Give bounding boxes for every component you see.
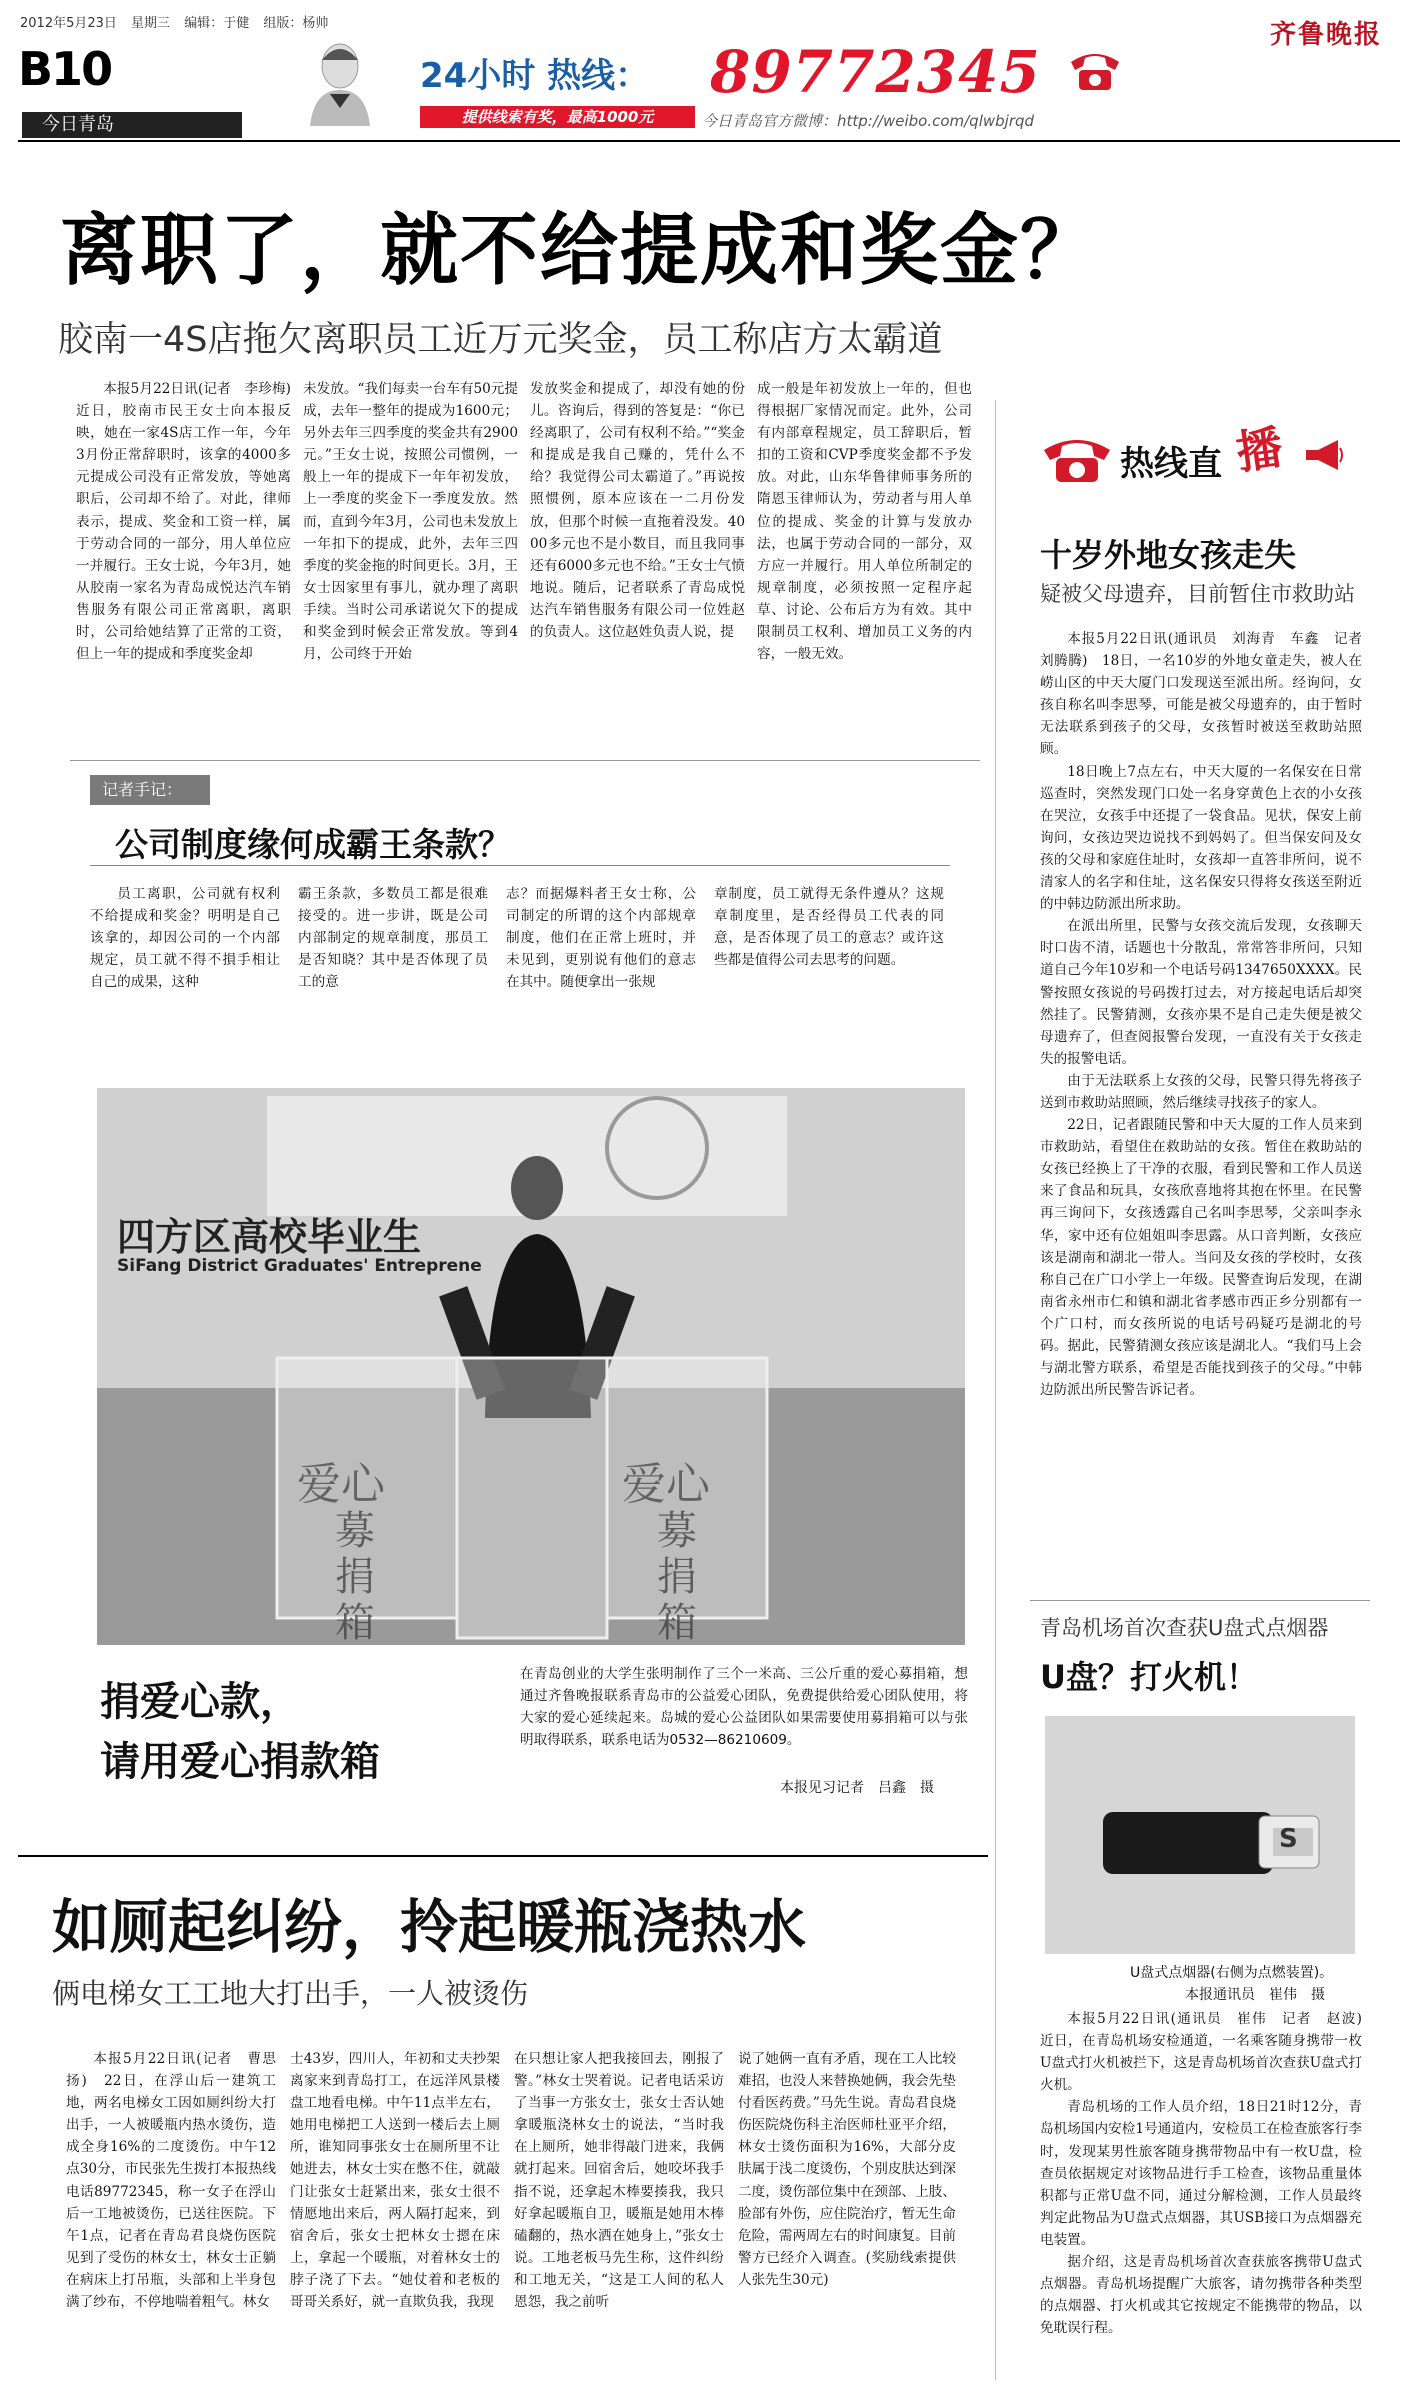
lead-headline: 离职了，就不给提成和奖金？ (60, 206, 1101, 296)
photo-story-caption: 在青岛创业的大学生张明制作了三个一米高、三公斤重的爱心募捐箱，想通过齐鲁晚报联系青岛市的公益爱心团队，免费提供给爱心团队使用，将大家的爱心延续起来。岛城的爱心公益团队如果需要使用募捐箱可以与张明取得联系，联系电话为0532—86210609。 (520, 1666, 968, 1748)
lead-column-3: 发放奖金和提成了，却没有她的份儿。咨询后，得到的答复是：“你已经离职了，公司有权利不给。”“奖金和提成是我自己赚的，凭什么不给？我觉得公司太霸道了。”再说按照惯例，原本应该在一二月份发放，但那个时候一直拖着没发。4000多元也不是小数目，而且我同事还有6000多元也不给。”王女士气愤地说。随后，记者联系了青岛成悦达汽车销售服务有限公司一位姓赵的负责人。这位赵姓负责人说，提 (530, 381, 745, 641)
wall-sign-chinese: 四方区高校毕业生 (117, 1215, 422, 1259)
bottom-column-4: 说了她俩一直有矛盾，现在工人比较难招，也没人来替换她俩，我会先垫付看医药费。”马先生说。青岛君良烧伤医院烧伤科主治医师杜亚平介绍，林女士烫伤面积为16%，大部分皮肤属于浅二度烫伤，个别皮肤达到深二度，烫伤部位集中在颈部、上肢、脸部有外伤，应住院治疗，暂无生命危险，需两周左右的时间康复。目前警方已经介入调查。(奖励线索提供人张先生30元) (738, 2051, 956, 2288)
sidebar-story1-body (1040, 628, 1376, 1401)
sidebar-story2-paragraph: 据介绍，这是青岛机场首次查获旅客携带U盘式点烟器。青岛机场提醒广大旅客，请勿携带各种类型的点烟器、打火机或其它按规定不能携带的物品，以免耽误行程。 (1040, 2254, 1362, 2337)
sidebar-divider (995, 400, 996, 2380)
hotline-operator-figure (300, 38, 380, 126)
bottom-column-2: 士43岁，四川人，年初和丈夫抄架离家来到青岛打工，在远洋风景楼盘工地看电梯。中午11点半左右，她用电梯把工人送到一楼后去上厕所，谁知同事张女士在厕所里不让她进去，林女士实在憋不住，就敲门让张女士赶紧出来，张女士很不情愿地出来后，两人隔打起来，到宿舍后，张女士把林女士摁在床上，拿起一个暖瓶，对着林女士的脖子浇了下去。“她仗着和老板的哥哥关系好，就一直欺负我，我现 (290, 2051, 500, 2311)
weibo-link[interactable]: 今日青岛官方微博：http://weibo.com/qlwbjrqd (702, 112, 1035, 130)
box-char-juan: 捐 (335, 1554, 375, 1600)
sidebar-story1-paragraph: 本报5月22日讯(通讯员 刘海青 车鑫 记者 刘腾腾) 18日，一名10岁的外地女童走失，被人在崂山区的中天大厦门口发现送至派出所。经询问，女孩自称名叫李思琴，可能是被父母遗弃的，由于暂时无法联系到孩子的父母，女孩暂时被送至救助站照顾。 (1040, 631, 1376, 758)
photo-story-title-line-1: 捐爱心款， (100, 1679, 300, 1725)
page-number: B10 (18, 42, 112, 96)
hotline-banner (420, 40, 1110, 130)
hotline-label: 24小时 热线： (420, 56, 650, 96)
hotline-phone-icon (1040, 430, 1114, 486)
sidebar-story2-caption: U盘式点烟器(右侧为点燃装置)。 (1130, 1965, 1334, 1981)
notes-column-3: 志？而据爆料者王女士称，公司制定的所谓的这个内部规章制度，他们在正常上班时，并未见到，更别说有他们的意志在其中。随便拿出一张规 (506, 886, 696, 991)
box-char-xiang: 箱 (335, 1600, 375, 1646)
reward-banner: 提供线索有奖，最高1000元 (420, 106, 695, 128)
masthead (0, 0, 1417, 140)
notes-title-rule (90, 865, 950, 866)
sidebar-story2-paragraph: 本报5月22日讯(通讯员 崔伟 记者 赵波) 近日，在青岛机场安检通道，一名乘客随身携带一枚U盘式打火机被拦下，这是青岛机场首次查获U盘式打火机。 (1040, 2011, 1376, 2094)
lead-column-1: 本报5月22日讯(记者 李珍梅) 近日，胶南市民王女士向本报反映，她在一家4S店工作一年，今年3月份正常辞职时，该拿的4000多元提成公司没有正常发放，等她离职后，公司却不给了。对此，律师表示，提成、奖金和工资一样，属于劳动合同的一部分，用人单位应一并履行。王女士说，今年3月，她从胶南一家名为青岛成悦达汽车销售服务有限公司正常离职，离职时，公司给她结算了正常的工资，但上一年的提成和季度奖金却 (76, 381, 305, 663)
box-heart-text-1: 爱心 (297, 1459, 385, 1510)
loudspeaker-icon (1302, 438, 1346, 472)
hotline-number: 89772345 (710, 38, 1041, 106)
usb-photo-label: S (1279, 1824, 1298, 1854)
lead-subhead: 胶南一4S店拖欠离职员工近万元奖金，员工称店方太霸道 (58, 320, 943, 360)
telephone-icon (1065, 44, 1125, 94)
bottom-headline: 如厕起纠纷，拎起暖瓶浇热水 (52, 1893, 807, 1961)
section-label: 今日青岛 (22, 112, 242, 138)
sidebar-story2-credit: 本报通讯员 崔伟 摄 (1185, 1987, 1325, 2003)
sidebar-story2-title: U盘？打火机！ (1040, 1658, 1258, 1696)
sidebar-story2-paragraph: 青岛机场的工作人员介绍，18日21时12分，青岛机场国内安检1号通道内，安检员工在检查旅客行李时，发现某男性旅客随身携带物品中有一枚U盘，检查员依据规定对该物品进行手工检查，该物品重量体积都与正常U盘不同，通过分解检测，工作人员最终判定此物品为U盘式点烟器，其USB接口为点烟器充电装置。 (1040, 2099, 1362, 2248)
bottom-subhead: 俩电梯女工工地大打出手，一人被烫伤 (52, 1977, 529, 2010)
paper-logo: 齐鲁晚报 (1270, 20, 1383, 50)
masthead-dateline (20, 12, 328, 31)
column-name: 热线直 (1120, 444, 1222, 484)
issue-designer: 组版：杨帅 (263, 16, 329, 31)
box-char-mu: 募 (335, 1508, 375, 1554)
issue-date: 2012年5月23日 (20, 16, 117, 31)
wall-sign-english: SiFang District Graduates' Entreprene (117, 1256, 482, 1276)
box-vertical-text-2 (657, 1508, 701, 1646)
photo-scene-art (97, 1088, 965, 1645)
photo-story-title-line-2: 请用爱心捐款箱 (100, 1739, 380, 1785)
donation-box-photo (97, 1088, 965, 1645)
sidebar-story2-body (1040, 2008, 1376, 2386)
sidebar-story1-subtitle: 疑被父母遗弃，目前暂住市救助站 (1040, 582, 1355, 606)
sidebar-story1-paragraph: 在派出所里，民警与女孩交流后发现，女孩聊天时口齿不清，话题也十分散乱，常常答非所问，只知道自己今年10岁和一个电话号码1347650XXXX。民警按照女孩说的号码拨打过去，对方接起电话后却突然挂了。民警猜测，女孩亦果不是自己走失便是被父母遗弃了，但查阅报警台发现，一直没有关于女孩走失的报警电话。 (1040, 918, 1362, 1067)
sidebar-story-separator (1030, 1600, 1370, 1601)
box-vertical-text-1 (335, 1508, 379, 1646)
box-char-juan: 捐 (657, 1554, 697, 1600)
box-char-mu: 募 (657, 1508, 697, 1554)
sidebar-story1-title: 十岁外地女孩走失 (1040, 536, 1297, 574)
photo-story-title (100, 1672, 380, 1792)
sidebar-story2-kicker: 青岛机场首次查获U盘式点烟器 (1040, 1616, 1329, 1640)
bottom-column-1: 本报5月22日讯(记者 曹思扬) 22日，在浮山后一建筑工地，两名电梯女工因如厕纠纷大打出手，一人被暖瓶内热水烫伤，造成全身16%的二度烫伤。中午12点30分，市民张先生拨打本报热线电话89772345，称一女子在浮山后一工地被烫伤，已送往医院。下午1点，记者在青岛君良烧伤医院见到了受伤的林女士，林女士正躺在病床上打吊瓶，头部和上半身包满了纱布，不停地喘着粗气。林女 (66, 2051, 276, 2311)
sidebar-story1-paragraph: 由于无法联系上女孩的父母，民警只得先将孩子送到市救助站照顾，然后继续寻找孩子的家人。 (1040, 1072, 1362, 1111)
notes-tag: 记者手记： (90, 775, 210, 805)
bottom-column-3: 在只想让家人把我接回去，刚报了警。”林女士哭着说。记者电话采访了当事一方张女士，张女士否认她拿暖瓶浇林女士的说法，“当时我在上厕所，她非得敲门进来，我俩就打起来。回宿舍后，她咬坏我手指不说，还拿起木棒要揍我，我只好拿起暖瓶自卫，暖瓶是她用木棒磕翻的，热水洒在她身上，”张女士说。工地老板马先生称，这件纠纷和工地无关，“这是工人间的私人恩怨，我之前听 (514, 2051, 724, 2311)
box-heart-text-2: 爱心 (622, 1459, 710, 1510)
sidebar-story1-paragraph: 22日，记者跟随民警和中天大厦的工作人员来到市救助站，看望住在救助站的女孩。暂住在救助站的女孩已经换上了干净的衣服，看到民警和工作人员送来了食品和玩具，女孩欣喜地将其抱在怀里。在民警再三询问下，女孩透露自己名叫李思琴，父亲叫李永华，家中还有位姐姐叫李思露。从口音判断，女孩应该是湖南和湖北一带人。当问及女孩的学校时，女孩称自己在广口小学上一年级。民警查询后发现，在湖南省永州市仁和镇和湖北省孝感市西正乡分别都有一个广口村，而女孩所说的电话号码疑巧是湖北的号码。据此，民警猜测女孩应该是湖北人。“我们马上会与湖北警方联系，希望是否能找到孩子的父母。”中韩边防派出所民警告诉记者。 (1040, 1117, 1362, 1399)
column-badge: 播 (1232, 420, 1286, 480)
notes-box (70, 760, 980, 1025)
photo-story-credit: 本报见习记者 吕鑫 摄 (780, 1780, 934, 1796)
issue-weekday: 星期三 (131, 16, 171, 31)
notes-column-4: 章制度，员工就得无条件遵从？这规章制度里，是否经得员工代表的同意，是否体现了员工的意志？或许这些都是值得公司去思考的问题。 (714, 886, 944, 969)
notes-column-2: 霸王条款，多数员工都是很难接受的。进一步讲，既是公司内部制定的规章制度，那员工是否知晓？其中是否体现了员工的意 (298, 886, 488, 991)
usb-lighter-photo (1045, 1716, 1355, 1954)
sidebar-story1-paragraph: 18日晚上7点左右，中天大厦的一名保安在日常巡查时，突然发现门口处一名身穿黄色上衣的小女孩在哭泣，女孩手中还提了一袋食品。见状，保安上前询问，女孩边哭边说找不到妈妈了。但当保安问及女孩的父母和家庭住址时，女孩却一直答非所问，说不清家人的名字和住址，这名保安只得将女孩送至附近的中韩边防派出所求助。 (1040, 763, 1362, 913)
box-char-xiang: 箱 (657, 1600, 697, 1646)
lead-column-2: 未发放。“我们每卖一台车有50元提成，去年一整年的提成为1600元；另外去年三四季度的奖金共有2900元。”王女士说，按照公司惯例，一般上一年的提成下一年年初发放，上一季度的奖金下一季度发放。然而，直到今年3月，公司也未发放上一年扣下的提成，此外，去年三四季度的奖金拖的时间更长。3月，王女士因家里有事儿，就办理了离职手续。当时公司承诺说欠下的提成和奖金到时候会正常发放。等到4月，公司终于开始 (303, 381, 518, 663)
sidebar-column-header (1040, 420, 1370, 490)
bottom-section-rule (18, 1855, 988, 1857)
masthead-rule (18, 140, 1400, 142)
lead-column-4: 成一般是年初发放上一年的，但也得根据厂家情况而定。此外，公司有内部章程规定，员工辞职后，暂扣的工资和CVP季度奖金都不予发放。对此，山东华鲁律师事务所的隋恩玉律师认为，劳动者与用人单位的提成、奖金的计算与发放办法，也属于劳动合同的一部分，双方应一并履行。用人单位所制定的规章制度，必须按照一定程序起草、讨论、公布后方为有效。其中限制员工权利、增加员工义务的内容，一般无效。 (757, 381, 972, 663)
notes-column-1: 员工离职，公司就有权利不给提成和奖金？明明是自己该拿的，却因公司的一个内部规定，员工就不得不損手相让自己的成果，这种 (90, 886, 280, 991)
issue-editor: 编辑：于健 (184, 16, 250, 31)
notes-title: 公司制度缘何成霸王条款？ (115, 825, 511, 864)
